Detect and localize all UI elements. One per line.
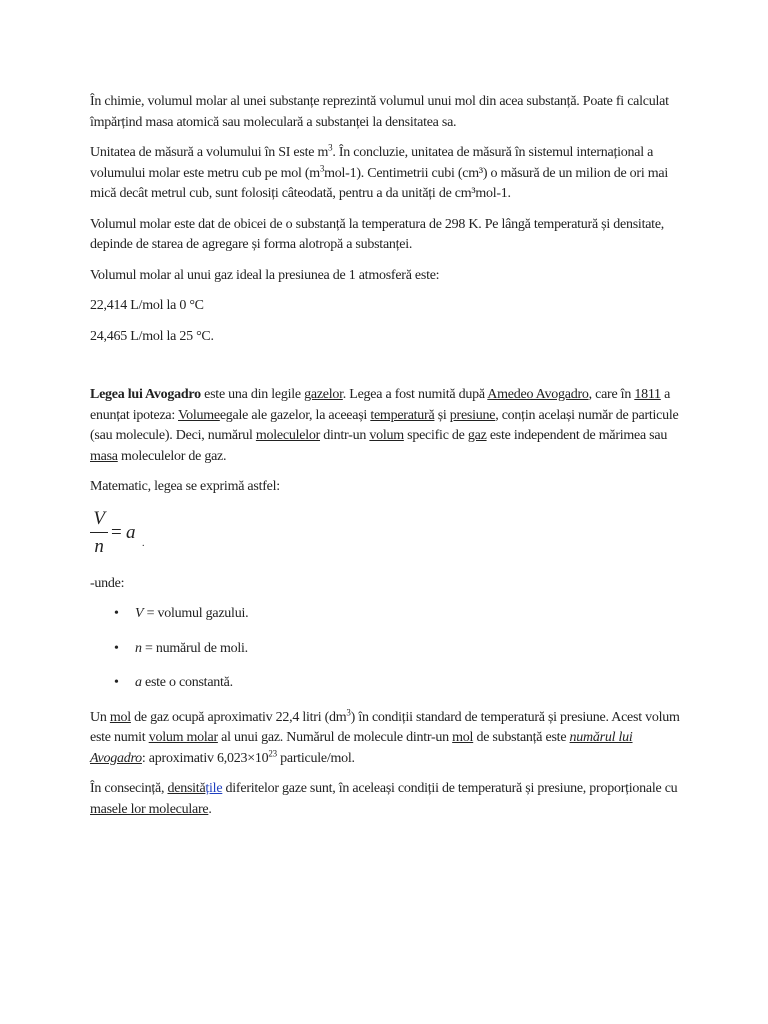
paragraph-si-unit bbox=[90, 143, 690, 205]
paragraph-unde: -unde: bbox=[90, 575, 125, 591]
spacer bbox=[90, 357, 690, 385]
link-masa[interactable]: masa bbox=[90, 448, 118, 464]
link-gazelor[interactable]: gazelor bbox=[304, 387, 343, 402]
text-run: este independent de mărimea sau bbox=[486, 428, 668, 443]
text-run: este una din legile bbox=[200, 387, 305, 402]
link-mol[interactable]: mol bbox=[109, 709, 131, 725]
value-25c: 24,465 L/mol la 25 °C. bbox=[90, 328, 214, 344]
symbol: V bbox=[135, 606, 144, 621]
link-masele-lor-moleculare[interactable]: masele lor moleculare bbox=[90, 801, 209, 817]
paragraph-mol bbox=[90, 708, 690, 770]
formula-v-over-n bbox=[90, 508, 690, 564]
superscript: 3 bbox=[319, 162, 325, 173]
formula-rhs bbox=[111, 522, 135, 544]
text-run: Unitatea de măsură a volumului în SI este m bbox=[90, 145, 329, 160]
paragraph-avogadro-law bbox=[90, 385, 690, 467]
link-numarul-lui-avogadro[interactable]: numărul lui Avogadro bbox=[90, 730, 633, 766]
fraction bbox=[90, 508, 108, 558]
text-run: Un bbox=[90, 709, 110, 725]
text-run: În consecință, bbox=[90, 781, 168, 796]
text-run: diferitelor gaze sunt, în aceleași condiții de temperatură și presiune, proporționale cu bbox=[222, 781, 678, 796]
link-amedeo-avogadro[interactable]: Amedeo Avogadro bbox=[487, 387, 589, 402]
link-densitatile[interactable] bbox=[168, 781, 223, 796]
bullet-icon: • bbox=[114, 640, 119, 656]
link-densitatile-part-a[interactable]: densită bbox=[167, 781, 206, 796]
symbol: a bbox=[135, 675, 142, 690]
link-densitatile-part-b[interactable]: țile bbox=[205, 781, 223, 796]
superscript: 3 bbox=[346, 706, 351, 717]
link-mol-2[interactable]: mol bbox=[452, 730, 474, 745]
paragraph-consequence bbox=[90, 779, 690, 820]
paragraph-temperature: Volumul molar este dat de obicei de o substanță la temperatura de 298 K. Pe lângă temperatură și densitate, depinde de starea de agregare și forma alotropă a substanței. bbox=[90, 216, 665, 252]
link-volum-molar[interactable]: volum molar bbox=[148, 730, 218, 745]
superscript: 3 bbox=[328, 142, 333, 153]
link-volume[interactable]: Volume bbox=[178, 407, 220, 423]
equals-sign: = bbox=[111, 521, 122, 543]
text-run: , care în bbox=[588, 387, 635, 402]
paragraph-math-intro: Matematic, legea se exprimă astfel: bbox=[90, 479, 280, 494]
avogadro-bold-title: Legea lui Avogadro bbox=[90, 387, 201, 402]
definition-text: este o constantă. bbox=[141, 675, 233, 690]
definition-text: = volumul gazului. bbox=[143, 606, 249, 621]
text-run: . Legea a fost numită după bbox=[342, 387, 488, 402]
paragraph-ideal-gas: Volumul molar al unui gaz ideal la presiunea de 1 atmosferă este: bbox=[90, 267, 440, 283]
definition-text: = numărul de moli. bbox=[141, 640, 248, 656]
fraction-bar bbox=[90, 532, 108, 533]
list-item bbox=[90, 639, 690, 660]
text-run: specific de bbox=[403, 428, 468, 443]
value-0c: 22,414 L/mol la 0 °C bbox=[90, 298, 204, 313]
text-run: de substanță este bbox=[473, 730, 570, 745]
text-run: . bbox=[208, 801, 212, 817]
document-page bbox=[90, 92, 690, 830]
superscript: 23 bbox=[268, 747, 277, 758]
formula-trailing-dot: . bbox=[142, 537, 145, 549]
text-run: particule/mol. bbox=[276, 750, 355, 766]
text-run: a enunțat ipoteza: bbox=[90, 387, 671, 423]
definitions-list bbox=[90, 604, 690, 694]
fraction-numerator: V bbox=[93, 507, 105, 529]
text-run: , conțin același număr de particule (sau molecule). Deci, numărul bbox=[90, 407, 679, 443]
text-run: dintr-un bbox=[320, 428, 370, 443]
link-moleculelor[interactable]: moleculelor bbox=[255, 428, 321, 443]
bullet-icon: • bbox=[114, 606, 119, 621]
text-run: moleculelor de gaz. bbox=[117, 448, 227, 464]
link-1811[interactable]: 1811 bbox=[634, 387, 661, 402]
text-run: ) în condiții standard de temperatură și presiune. Acest volum este numit bbox=[90, 709, 680, 745]
text-run: al unui gaz. Numărul de molecule dintr-un bbox=[217, 730, 453, 745]
text-run: de gaz ocupă aproximativ 22,4 litri (dm bbox=[130, 709, 347, 725]
text-run: : aproximativ 6,023×10 bbox=[141, 750, 269, 766]
text-run: . În concluzie, unitatea de măsură în sistemul internațional a volumului molar este metru cub pe mol (m bbox=[90, 145, 654, 181]
link-presiune[interactable]: presiune bbox=[449, 407, 496, 423]
link-gaz[interactable]: gaz bbox=[467, 428, 487, 443]
text-run: mol-1). Centimetrii cubi (cm³) o măsură de un milion de ori mai mică decât metrul cub, sunt folosiți câteodată, pentru a da unități de cm³mol-1. bbox=[90, 165, 668, 201]
list-item bbox=[90, 604, 690, 625]
symbol: n bbox=[135, 640, 142, 656]
link-volum[interactable]: volum bbox=[369, 428, 404, 443]
fraction-denominator: n bbox=[94, 535, 104, 557]
link-temperatura[interactable]: temperatură bbox=[370, 407, 435, 423]
list-item bbox=[90, 673, 690, 694]
constant-a: a bbox=[125, 521, 136, 543]
text-run: egale ale gazelor, la aceeași bbox=[219, 407, 371, 423]
text-run: și bbox=[434, 407, 450, 423]
bullet-icon: • bbox=[114, 675, 119, 690]
paragraph-molar-volume-definition: În chimie, volumul molar al unei substanțe reprezintă volumul unui mol din acea substanță. Poate fi calculat împărțind masa atomică sau moleculară a substanței la densitatea sa. bbox=[90, 94, 669, 130]
